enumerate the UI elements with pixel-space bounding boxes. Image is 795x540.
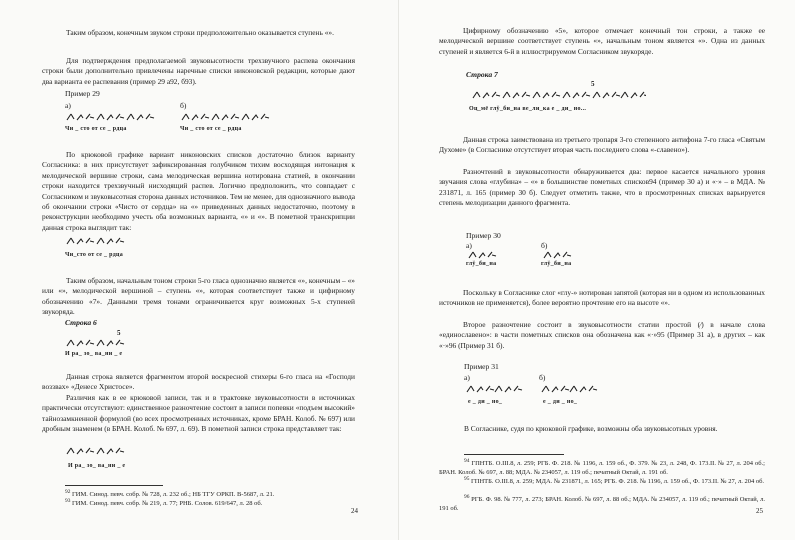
example-31-title: Пример 31	[464, 362, 499, 371]
footnote-number: 96	[464, 494, 470, 500]
footnote-number: 95	[464, 476, 470, 482]
paragraph: Данная строка является фрагментом второй воскресной стихеры 6-го гласа на «Господи воззвах» «Денесе Христосе».	[42, 372, 355, 392]
footnote-text: ГИМ. Синод. певч. собр. № 728, л. 232 об.; НБ ТГУ ОРКП. В-5687, л. 21.	[72, 491, 275, 499]
neume-notation	[540, 384, 600, 395]
example-31a-syllables: е _ ди _ но_	[468, 399, 503, 405]
transcription-syllables: Чи_сто от се _ рдца	[65, 252, 124, 258]
footnote-number: 92	[65, 489, 71, 495]
line-7-digit: 5	[591, 80, 595, 88]
final-syllables: И ра_ зо_ ва_ни _ е	[68, 463, 126, 469]
paragraph: Цифирному обозначению «5», которое отмечает конечный тон строки, а также ее мелодической вершине соответствует ступень «», начальным тоном является «». Одна из данных ступеней и является 6-й в иллюстрируемом Согласником звукоряде.	[439, 26, 765, 56]
page-number: 24	[351, 507, 358, 515]
neume-notation	[471, 90, 646, 102]
example-29b-label: б)	[180, 101, 187, 110]
footnote	[439, 475, 765, 487]
footnote-text: ГПНТБ. О.III.8, л. 259; МДА. № 231871, л. 165; РГБ. Ф. 218. № 1196, л. 159 об., Ф. 173.II. № 27, л. 204 об.	[471, 478, 764, 486]
neume-notation	[65, 446, 140, 458]
example-30a-syllables: глў_би_на	[466, 261, 497, 267]
example-30b-syllables: глў_би_на	[541, 261, 572, 267]
footnote-text: РГБ. Ф. 98. № 777, л. 273; БРАН. Колоб. № 697, л. 88 об.; МДА. № 234057, л. 119 об.; печатный Октай, л. 191 об.	[439, 496, 765, 512]
footnote-number: 94	[464, 458, 470, 464]
line-6-heading: Строка 6	[65, 318, 97, 327]
neume-notation	[65, 112, 175, 124]
paragraph: Данная строка заимствована из третьего тропаря 3-го степенного антифона 7-го гласа «Святым Духоме» (в Согласнике отсутствует вторая часть последнего слова «-славено»).	[439, 135, 765, 155]
neume-notation	[465, 384, 525, 395]
paragraph: Разночтений в звуковысотности обнаруживается два: первое касается начального уровня звучания слова «глубина» – «» в большинстве пометных списков94 (пример 30 а) и «·» – в МДА. № 231871, л. 165 (пример 30 б). Следует отметить также, что в просмотренных списках варьируется степень мелодизации данного фрагмента.	[439, 167, 765, 208]
example-31b-label: б)	[539, 373, 546, 382]
paragraph: Для подтверждения предполагаемой звуковысотности трехзвучного распева окончания строки были дополнительно привлечены наречные списки никоновской редакции, которые дают два варианта ее распевания (пример 29 а92, б93).	[42, 56, 355, 86]
paragraph: Различия как в ее крюковой записи, так и в трактовке звуковысотности в источниках практически отсутствуют: единственное разночтение состоит в записи попевки «подъем высокий» тайнозамкненной формулой (во всех просмотренных источниках, кроме БРАН. Колоб. № 697) или дробным знаменем (в БРАН. Колоб. № 697, л. 69). В пометной записи строка представляет так:	[42, 393, 355, 434]
paragraph: В Согласнике, судя по крюковой графике, возможны оба звуковысотных уровня.	[464, 424, 718, 433]
neume-notation	[180, 112, 280, 124]
paragraph: По крюковой графике вариант никоновских списков достаточно близок варианту Согласника: в них присутствует зафиксированная голубчиком тихим восходящая интонация к мелодической вершине строки, сама мелодическая вершина нотирована статией, в окончании строки находится трехзвучный нисходящий распев. Логично предположить, что совпадает с Согласником и звуковысотная сторона данных источников. Тем не менее, для однозначного вывода об окончании строки «Чисто от сердца» на «» приведенных данных недостаточно, поэтому в реконструкции необходимо учесть оба возможных варианта, «» и «». В пометной транскрипции данная строка выглядит так:	[42, 150, 355, 232]
paragraph: Таким образом, начальным тоном строки 5-го гласа однозначно является «», конечным – «» или «», мелодической вершиной – ступень «», которая соответствует также и цифирному обозначению «7». Данными тремя тонами ограничивается круг возможных 5-х ступеней звукоряда.	[42, 276, 355, 317]
footnote-number: 93	[65, 498, 71, 504]
neume-notation	[542, 250, 577, 260]
example-29b-syllables: Чи _ сто от се _ рдца	[180, 126, 242, 132]
footnote-divider	[464, 454, 564, 455]
right-page	[398, 0, 795, 540]
footnote-text: ГИМ. Синод. певч. собр. № 219, л. 77; РНБ. Солов. 619/647, л. 28 об.	[72, 500, 263, 508]
line-7-heading: Строка 7	[466, 70, 498, 79]
neume-notation	[467, 250, 502, 260]
example-30b-label: б)	[541, 241, 548, 250]
neume-notation	[65, 236, 145, 248]
paragraph: Второе разночтение состоит в звуковысотности статии простой (⁄) в начале слова «единославено»: в части пометных списков она обозначена как «·»95 (Пример 31 а), в других – как «·»96 (Пример 31 б).	[439, 320, 765, 350]
page-number: 25	[756, 507, 763, 515]
example-29a-syllables: Чи _ сто от се _ рдца	[65, 126, 127, 132]
line-6-syllables: И ра_ зо_ ва_ни _ е	[65, 351, 123, 357]
footnote-divider	[65, 485, 163, 486]
neume-notation	[65, 338, 135, 350]
example-30-title: Пример 30	[466, 231, 501, 240]
paragraph: Таким образом, конечным звуком строки предположительно оказывается ступень «».	[66, 28, 334, 37]
footnote	[65, 497, 355, 509]
line-7-syllables: Оц_мё глў_би_на ве_ли_ка е _ ди_ но...	[469, 106, 587, 112]
footnote-text: ГПНТБ. О.III.8, л. 259; РГБ. Ф. 218. № 1196, л. 159 об., Ф. 379. № 23, л. 248, Ф. 173.II. № 27, л. 204 об.; БРАН. Колоб. № 697, л. 88; МДА. № 234057, л. 119 об.; печатный Октай, л. 191 об.	[439, 460, 765, 476]
line-6-digit: 5	[117, 329, 121, 337]
example-29-title: Пример 29	[65, 89, 100, 98]
example-31b-syllables: е _ ди _ но_	[543, 399, 578, 405]
example-29a-label: а)	[65, 101, 71, 110]
paragraph: Поскольку в Согласнике слог «глу-» нотирован запятой (которая ни в одном из использованных источников не применяется), более вероятно прочтение его на высоте «».	[439, 288, 765, 308]
footnote	[439, 493, 765, 514]
example-31a-label: а)	[464, 373, 470, 382]
example-30a-label: а)	[466, 241, 472, 250]
